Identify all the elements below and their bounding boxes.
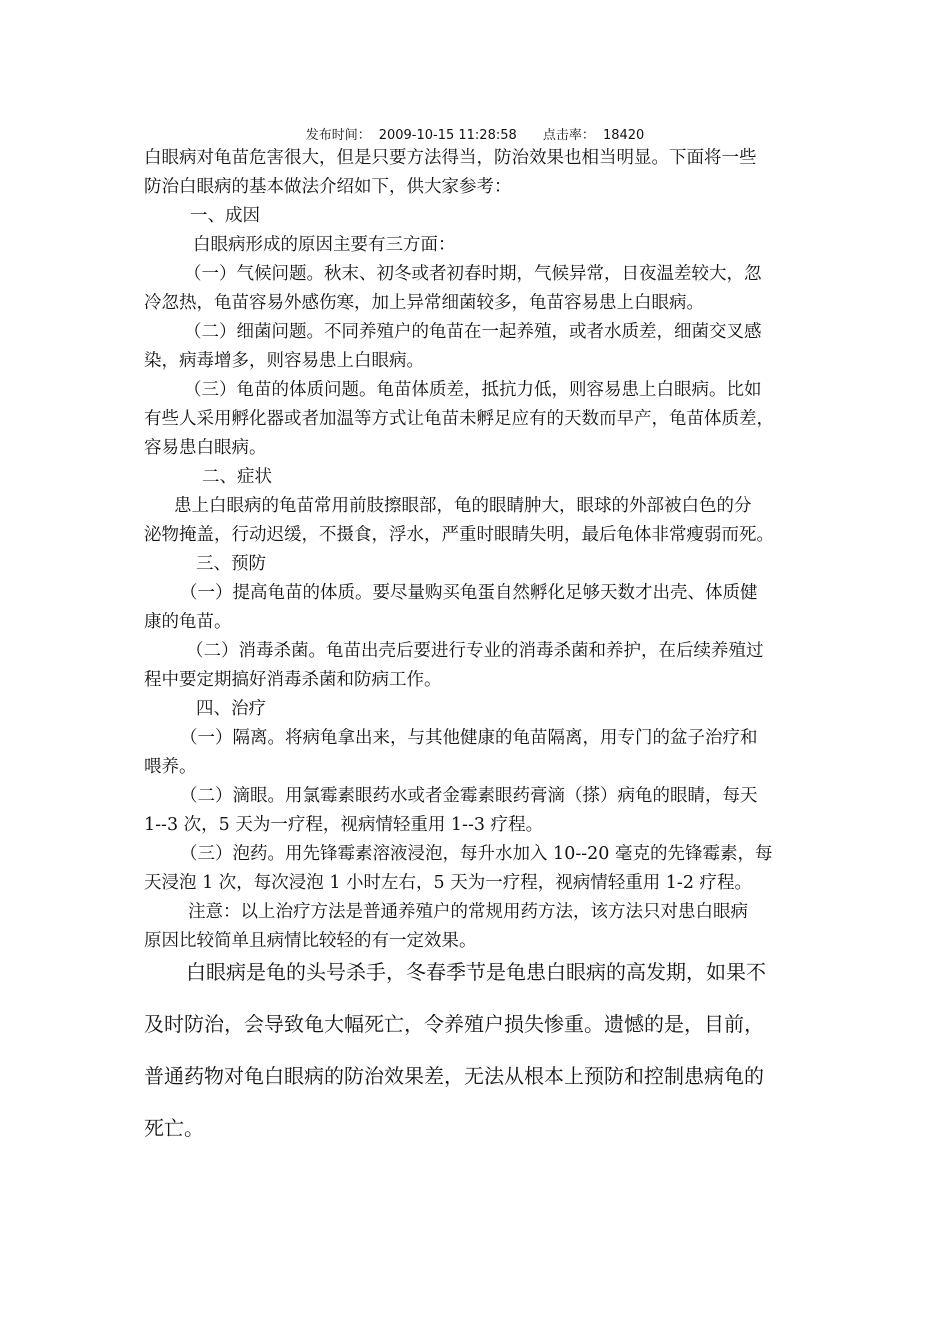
closing-line: 死亡。 <box>144 1116 204 1140</box>
section-heading: 二、症状 <box>202 467 272 487</box>
paragraph-line: 程中要定期搞好消毒杀菌和防病工作。 <box>144 670 442 690</box>
paragraph-line: 有些人采用孵化器或者加温等方式让龟苗未孵足应有的天数而早产，龟苗体质差， <box>144 409 774 429</box>
closing-paragraph <box>144 946 816 1154</box>
section-heading: 一、成因 <box>190 206 260 226</box>
paragraph-line: （三）泡药。用先锋霉素溶液浸泡，每升水加入 10--20 毫克的先锋霉素，每 <box>180 844 773 864</box>
paragraph-line: 天浸泡 1 次，每次浸泡 1 小时左右，5 天为一疗程，视病情轻重用 1-2 疗程。 <box>144 873 753 893</box>
section-heading: 三、预防 <box>196 554 266 574</box>
paragraph-line: （一）隔离。将病龟拿出来，与其他健康的龟苗隔离，用专门的盆子治疗和 <box>180 728 758 748</box>
paragraph-line: （一）气候问题。秋末、初冬或者初春时期，气候异常，日夜温差较大，忽 <box>184 264 762 284</box>
article-meta <box>0 127 950 145</box>
paragraph-line: （一）提高龟苗的体质。要尽量购买龟蛋自然孵化足够天数才出壳、体质健 <box>180 583 758 603</box>
paragraph-line: 泌物掩盖，行动迟缓，不摄食，浮水，严重时眼睛失明，最后龟体非常瘦弱而死。 <box>144 525 774 545</box>
hits-label: 点击率： <box>542 128 595 143</box>
publish-time: 2009-10-15 11:28:58 <box>378 128 517 143</box>
article-body <box>144 144 816 956</box>
section-heading: 四、治疗 <box>196 699 266 719</box>
paragraph-line: 容易患白眼病。 <box>144 438 267 458</box>
paragraph-line: 注意：以上治疗方法是普通养殖户的常规用药方法，该方法只对患白眼病 <box>188 902 748 922</box>
paragraph-line: 患上白眼病的龟苗常用前肢擦眼部，龟的眼睛肿大，眼球的外部被白色的分 <box>174 496 752 516</box>
closing-line: 及时防治，会导致龟大幅死亡，令养殖户损失惨重。遗憾的是，目前， <box>144 1012 764 1036</box>
paragraph-line: 冷忽热，龟苗容易外感伤寒，加上异常细菌较多，龟苗容易患上白眼病。 <box>144 293 704 313</box>
paragraph-line: 原因比较简单且病情比较轻的有一定效果。 <box>144 931 477 951</box>
paragraph-line: 防治白眼病的基本做法介绍如下，供大家参考： <box>144 177 512 197</box>
paragraph-line: （三）龟苗的体质问题。龟苗体质差，抵抗力低，则容易患上白眼病。比如 <box>184 380 762 400</box>
paragraph-line: 1--3 次，5 天为一疗程，视病情轻重用 1--3 疗程。 <box>144 815 544 835</box>
paragraph-line: 白眼病形成的原因主要有三方面： <box>193 235 456 255</box>
paragraph-line: （二）滴眼。用氯霉素眼药水或者金霉素眼药膏滴（搽）病龟的眼睛，每天 <box>180 786 758 806</box>
paragraph-line: （二）消毒杀菌。龟苗出壳后要进行专业的消毒杀菌和养护，在后续养殖过 <box>186 641 764 661</box>
closing-line: 白眼病是龟的头号杀手，冬春季节是龟患白眼病的高发期，如果不 <box>186 960 766 984</box>
paragraph-line: （二）细菌问题。不同养殖户的龟苗在一起养殖，或者水质差，细菌交叉感 <box>184 322 762 342</box>
hits-count: 18420 <box>602 128 645 143</box>
closing-line: 普通药物对龟白眼病的防治效果差，无法从根本上预防和控制患病龟的 <box>144 1064 764 1088</box>
paragraph-line: 康的龟苗。 <box>144 612 232 632</box>
paragraph-line: 染，病毒增多，则容易患上白眼病。 <box>144 351 424 371</box>
publish-label: 发布时间： <box>305 128 371 143</box>
paragraph-line: 白眼病对龟苗危害很大，但是只要方法得当，防治效果也相当明显。下面将一些 <box>144 148 757 168</box>
paragraph-line: 喂养。 <box>144 757 197 777</box>
